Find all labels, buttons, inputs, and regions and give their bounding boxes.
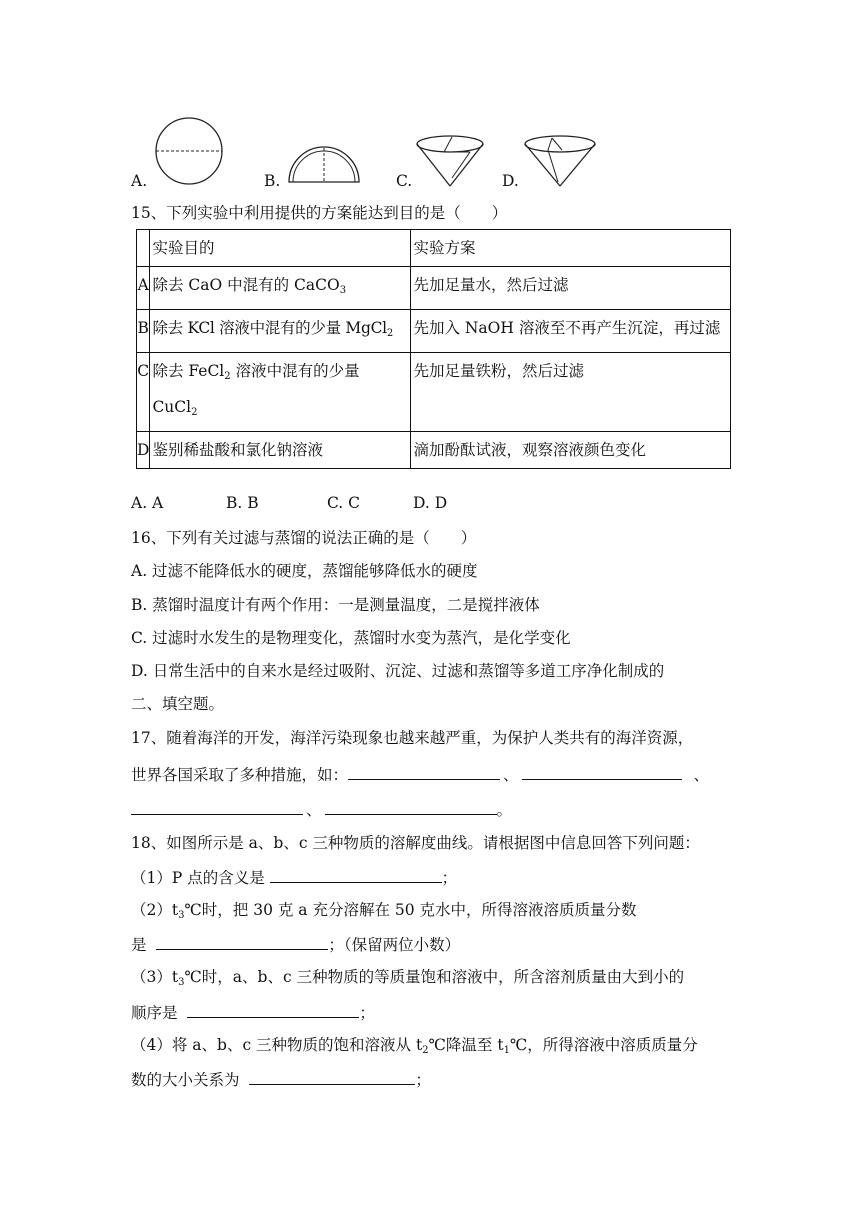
goal-subscript: 2 [386,328,393,339]
answer-blank[interactable] [156,933,328,950]
q18-stem: 18、如图所示是 a、b、c 三种物质的溶解度曲线。请根据图中信息回答下列问题： [131,834,700,852]
goal-text-cont: 溶液中混有的少量 CuCl [152,362,360,416]
part-end: ；（保留两位小数） [328,936,461,954]
q18-part3-cont [131,1001,375,1023]
table-row [137,353,731,432]
table-header-goal: 实验目的 [150,230,411,267]
row-goal [150,353,411,432]
goal-text: 除去 CaO 中混有的 CaCO [152,276,340,294]
row-letter: C [137,353,150,432]
q17-line1: 17、随着海洋的开发，海洋污染现象也越来越严重，为保护人类共有的海洋资源， [131,729,694,747]
cone-figure-d [522,134,598,188]
q15-answer-a: A. A [131,494,164,512]
q18-part1 [131,866,457,888]
goal-subscript-2: 2 [191,407,198,418]
q18-part4-cont [131,1068,431,1090]
q18-part2 [131,900,637,926]
q18-part3 [131,967,684,993]
figure-option-d-label: D. [502,172,519,190]
part-text: ℃时，把 30 克 a 充分溶解在 50 克水中，所得溶液溶质质量分数 [184,901,637,919]
part-text: （4）将 a、b、c 三种物质的饱和溶液从 t [131,1036,423,1054]
part-text: （1）P 点的含义是 [131,869,265,887]
goal-text: 除去 KCl 溶液中混有的少量 MgCl [152,319,387,337]
row-letter: D [137,432,150,469]
full-circle-figure [152,118,226,186]
separator: 、 [693,766,710,784]
answer-blank[interactable] [270,866,442,883]
end-mark: 。 [496,801,513,819]
row-goal [150,310,411,353]
q16-option-b: B. 蒸馏时温度计有两个作用：一是测量温度，二是搅拌液体 [131,596,540,614]
part-end: ； [441,869,458,887]
part-text: ℃降温至 t [428,1036,504,1054]
subscript: 3 [178,910,185,921]
section-heading: 二、填空题。 [131,695,225,713]
q17-line3 [131,798,512,820]
q15-answer-b: B. B [226,494,259,512]
part-text: （2）t [131,901,179,919]
row-plan: 先加足量水，然后过滤 [411,267,731,310]
table-header-row [137,230,731,267]
table-row [137,310,731,353]
q15-answer-c: C. C [327,494,361,512]
answer-blank[interactable] [131,798,303,815]
figure-option-a-label: A. [131,172,148,190]
goal-text: 除去 FeCl [152,362,225,380]
q17-prompt: 世界各国采取了多种措施，如： [131,766,349,784]
q16-option-c: C. 过滤时水发生的是物理变化，蒸馏时水变为蒸汽，是化学变化 [131,629,571,647]
answer-blank[interactable] [348,763,500,780]
part-text: 顺序是 [131,1004,178,1022]
separator: 、 [503,766,519,784]
subscript: 1 [503,1045,510,1056]
part-text: 是 [131,936,147,954]
part-text: 数的大小关系为 [131,1071,240,1089]
table-header-plan: 实验方案 [411,230,731,267]
experiment-table [136,229,731,469]
part-text: （3）t [131,968,179,986]
part-end: ； [415,1071,431,1089]
row-goal [150,267,411,310]
row-letter: B [137,310,150,353]
row-goal: 鉴别稀盐酸和氯化钠溶液 [150,432,411,469]
subscript: 2 [422,1045,429,1056]
row-plan: 先加入 NaOH 溶液至不再产生沉淀，再过滤 [411,310,731,353]
part-end: ； [359,1004,375,1022]
table-cell [137,230,150,267]
half-circle-figure [286,145,362,185]
q16-option-d: D. 日常生活中的自来水是经过吸附、沉淀、过滤和蒸馏等多道工序净化制成的 [131,662,665,680]
subscript: 3 [178,977,185,988]
table-row [137,432,731,469]
goal-subscript: 3 [339,285,347,296]
part-text: ℃，所得溶液中溶质质量分 [509,1036,698,1054]
row-plan: 先加足量铁粉，然后过滤 [411,353,731,432]
q16-option-a: A. 过滤不能降低水的硬度，蒸馏能够降低水的硬度 [131,562,478,580]
separator: 、 [306,801,322,819]
answer-blank[interactable] [325,798,497,815]
figure-option-b-label: B. [264,172,281,190]
q18-part2-cont [131,933,460,955]
answer-blank[interactable] [249,1068,415,1085]
q15-answer-d: D. D [413,494,448,512]
table-row [137,267,731,310]
q16-stem: 16、下列有关过滤与蒸馏的说法正确的是（ ） [131,529,477,547]
row-letter: A [137,267,150,310]
part-text: ℃时，a、b、c 三种物质的等质量饱和溶液中，所含溶剂质量由大到小的 [184,968,685,986]
answer-blank[interactable] [187,1001,359,1018]
goal-subscript: 2 [224,371,231,382]
q17-line2 [131,763,709,785]
cone-figure-c [414,134,486,188]
answer-blank[interactable] [522,763,682,780]
q15-stem: 15、下列实验中利用提供的方案能达到目的是（ ） [131,204,508,222]
q18-part4 [131,1035,698,1061]
figure-option-c-label: C. [396,172,413,190]
row-plan: 滴加酚酞试液，观察溶液颜色变化 [411,432,731,469]
